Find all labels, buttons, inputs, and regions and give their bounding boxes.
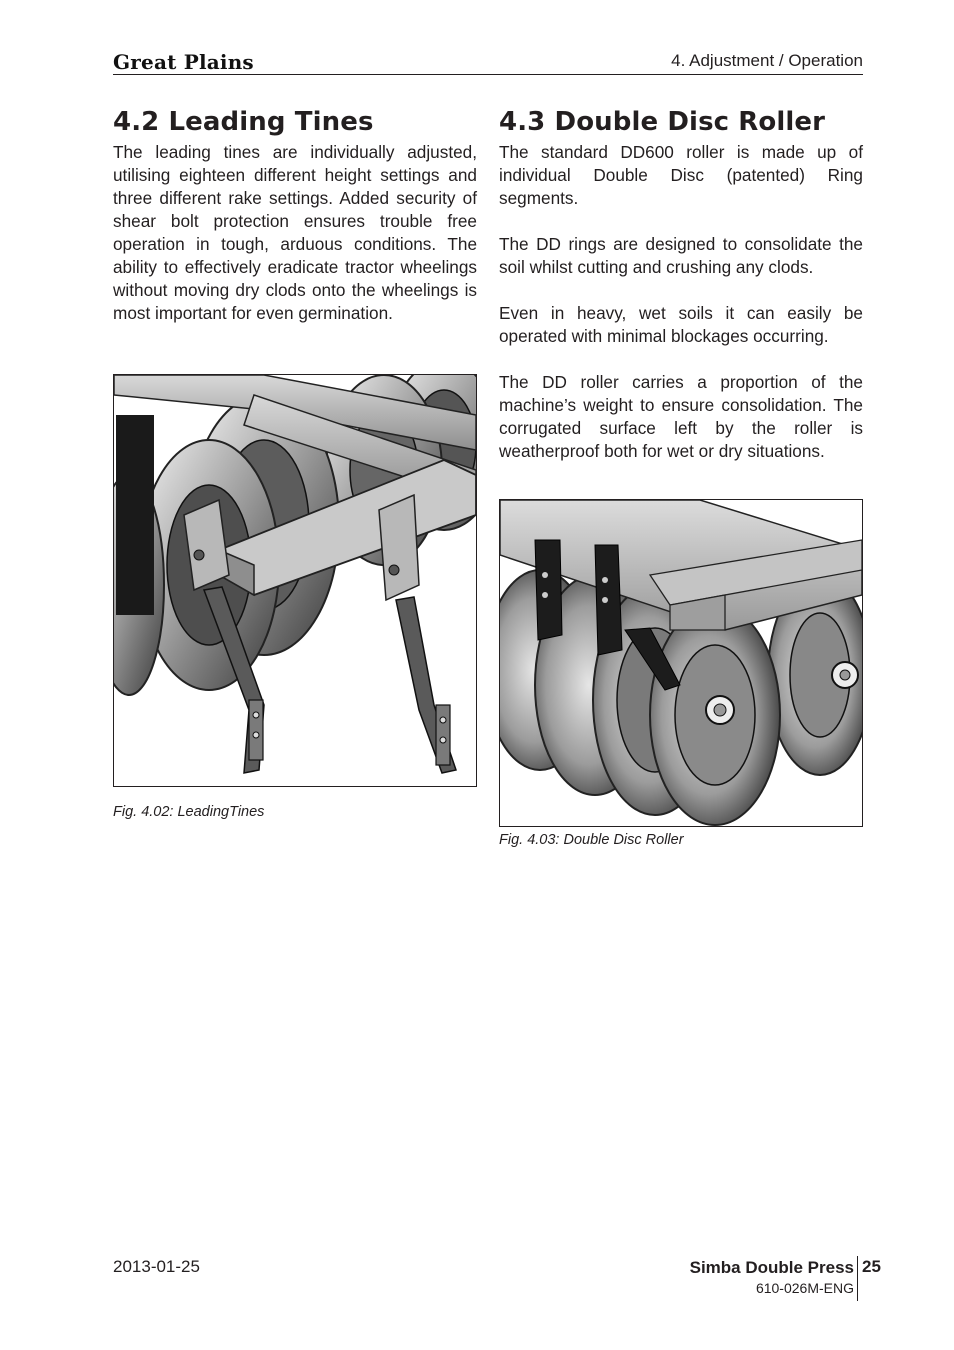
paragraph-roller-4: The DD roller carries a proportion of the machine’s weight to ensure consolidation. The corrugated surface left by the roller is weatherproof both for wet or dry situations. <box>499 372 863 461</box>
double-disc-roller-illustration <box>500 500 862 826</box>
right-column <box>499 106 863 486</box>
paragraph-roller-3: Even in heavy, wet soils it can easily be operated with minimal blockages occurring. <box>499 303 863 346</box>
figure-double-disc-roller <box>499 499 863 827</box>
footer-product-name: Simba Double Press <box>689 1258 854 1277</box>
left-column <box>113 106 477 348</box>
page-number: 25 <box>862 1257 881 1276</box>
paragraph-roller-1: The standard DD600 roller is made up of individual Double Disc (patented) Ring segments. <box>499 142 863 208</box>
footer-date: 2013-01-25 <box>113 1257 200 1276</box>
footer-document-code: 610-026M-ENG <box>755 1280 854 1296</box>
heading-leading-tines: 4.2 Leading Tines <box>113 107 374 137</box>
caption-leading-tines: Fig. 4.02: LeadingTines <box>113 804 265 820</box>
paragraph-leading-tines: The leading tines are individually adjusted, utilising eighteen different height settings and three different rake settings. Added security of shear bolt protection ensures trouble free operation in tough, arduous conditions. The ability to effectively eradicate tractor wheelings without moving dry clods onto the wheelings is most important for even germination. <box>113 142 477 323</box>
footer-divider <box>857 1256 858 1301</box>
leading-tines-illustration <box>114 375 476 786</box>
section-title: 4. Adjustment / Operation <box>671 51 863 70</box>
brand-logo: Great Plains <box>113 50 254 74</box>
paragraph-roller-2: The DD rings are designed to consolidate the soil whilst cutting and crushing any clods. <box>499 234 863 277</box>
heading-double-disc-roller: 4.3 Double Disc Roller <box>499 107 826 137</box>
figure-leading-tines <box>113 374 477 787</box>
caption-double-disc-roller: Fig. 4.03: Double Disc Roller <box>499 832 684 848</box>
header-rule <box>113 74 863 75</box>
